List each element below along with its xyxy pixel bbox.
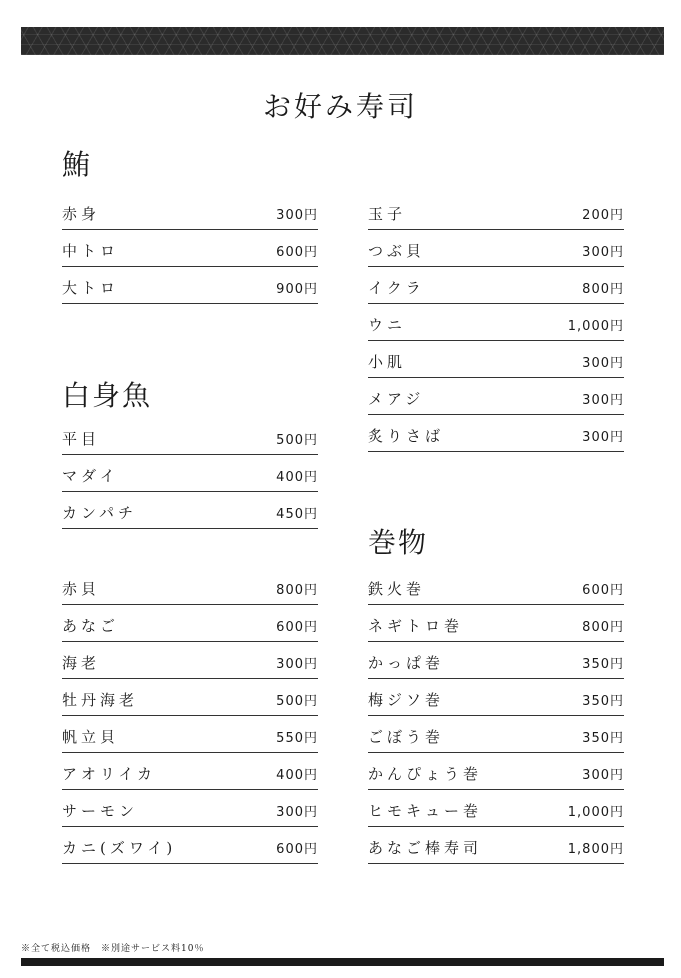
- menu-item-price: 300円: [582, 355, 624, 371]
- list-shiromi: [62, 418, 318, 529]
- menu-item: [62, 753, 318, 790]
- menu-item: [62, 568, 318, 605]
- menu-item-price: 1,000円: [567, 318, 624, 334]
- menu-item-name: かっぱ巻: [368, 653, 445, 672]
- menu-item: [368, 304, 624, 341]
- menu-item: [62, 455, 318, 492]
- menu-item: [368, 790, 624, 827]
- section-title-maguro: 鮪: [62, 148, 93, 181]
- menu-item-price: 200円: [582, 207, 624, 223]
- menu-item-price: 600円: [276, 841, 318, 857]
- menu-item-name: あなご: [62, 616, 120, 635]
- menu-item: [62, 230, 318, 267]
- menu-item: [368, 378, 624, 415]
- menu-item-price: 1,800円: [567, 841, 624, 857]
- menu-item-price: 300円: [276, 656, 318, 672]
- menu-item-name: 小肌: [368, 352, 407, 371]
- menu-item: [62, 492, 318, 529]
- page-title: お好み寿司: [262, 90, 418, 123]
- menu-item-name: 赤貝: [62, 579, 101, 598]
- menu-item-price: 400円: [276, 767, 318, 783]
- menu-item: [368, 642, 624, 679]
- menu-item-price: 800円: [582, 281, 624, 297]
- menu-item-price: 500円: [276, 432, 318, 448]
- menu-item: [368, 267, 624, 304]
- list-maguro: [62, 193, 318, 304]
- menu-item-name: あなご棒寿司: [368, 838, 483, 857]
- menu-item-name: 大トロ: [62, 278, 120, 297]
- menu-item-price: 300円: [582, 767, 624, 783]
- menu-item-price: 350円: [582, 693, 624, 709]
- menu-item: [368, 827, 624, 864]
- footer-note: ※全て税込価格 ※別途サービス料10％: [21, 944, 205, 954]
- menu-item: [368, 193, 624, 230]
- menu-item-name: 鉄火巻: [368, 579, 426, 598]
- menu-item: [62, 716, 318, 753]
- menu-item-price: 350円: [582, 656, 624, 672]
- menu-item-name: 帆立貝: [62, 727, 120, 746]
- menu-item-name: ごぼう巻: [368, 727, 445, 746]
- section-title-makimono: 巻物: [368, 526, 429, 559]
- list-makimono: [368, 568, 624, 864]
- menu-item-name: カンパチ: [62, 503, 137, 522]
- list-others-left: [62, 568, 318, 864]
- menu-item-name: マダイ: [62, 466, 119, 485]
- menu-item: [62, 267, 318, 304]
- menu-item-price: 600円: [276, 244, 318, 260]
- menu-item-name: 赤身: [62, 204, 101, 223]
- menu-item-name: つぶ貝: [368, 241, 426, 260]
- menu-item-price: 600円: [276, 619, 318, 635]
- menu-item: [368, 568, 624, 605]
- menu-item-price: 400円: [276, 469, 318, 485]
- menu-item: [62, 418, 318, 455]
- menu-item-price: 900円: [276, 281, 318, 297]
- menu-item-name: 中トロ: [62, 241, 120, 260]
- menu-item-name: イクラ: [368, 278, 425, 297]
- menu-item-name: かんぴょう巻: [368, 764, 483, 783]
- menu-item-name: ウニ: [368, 315, 407, 334]
- decorative-pattern-band: [21, 27, 664, 55]
- menu-item-price: 300円: [276, 207, 318, 223]
- menu-item-price: 300円: [582, 392, 624, 408]
- menu-item-name: 平目: [62, 429, 101, 448]
- menu-item-price: 300円: [276, 804, 318, 820]
- menu-item-name: メアジ: [368, 389, 425, 408]
- menu-item-price: 300円: [582, 244, 624, 260]
- section-title-shiromi: 白身魚: [62, 379, 153, 412]
- menu-item: [62, 679, 318, 716]
- menu-item-price: 450円: [276, 506, 318, 522]
- menu-item: [368, 415, 624, 452]
- menu-item: [62, 193, 318, 230]
- menu-item-price: 300円: [582, 429, 624, 445]
- menu-item-name: ネギトロ巻: [368, 616, 464, 635]
- menu-item-name: アオリイカ: [62, 764, 156, 783]
- menu-item: [368, 341, 624, 378]
- menu-item: [62, 790, 318, 827]
- menu-item-price: 1,000円: [567, 804, 624, 820]
- menu-item: [62, 642, 318, 679]
- menu-item-name: カニ(ズワイ): [62, 838, 177, 857]
- menu-item-price: 600円: [582, 582, 624, 598]
- menu-item-name: サーモン: [62, 801, 139, 820]
- menu-item: [368, 605, 624, 642]
- menu-item-price: 550円: [276, 730, 318, 746]
- menu-item: [368, 753, 624, 790]
- menu-item: [62, 605, 318, 642]
- list-others-right: [368, 193, 624, 452]
- menu-item-name: 梅ジソ巻: [368, 690, 445, 709]
- menu-item: [368, 679, 624, 716]
- menu-item-name: 海老: [62, 653, 101, 672]
- menu-item-name: 玉子: [368, 204, 407, 223]
- menu-item-name: 牡丹海老: [62, 690, 139, 709]
- menu-item-name: ヒモキュー巻: [368, 801, 483, 820]
- bottom-band: [21, 958, 664, 966]
- menu-item: [368, 716, 624, 753]
- menu-item-name: 炙りさば: [368, 426, 445, 445]
- menu-item-price: 500円: [276, 693, 318, 709]
- menu-item-price: 800円: [276, 582, 318, 598]
- menu-item-price: 350円: [582, 730, 624, 746]
- menu-item: [368, 230, 624, 267]
- menu-item: [62, 827, 318, 864]
- menu-item-price: 800円: [582, 619, 624, 635]
